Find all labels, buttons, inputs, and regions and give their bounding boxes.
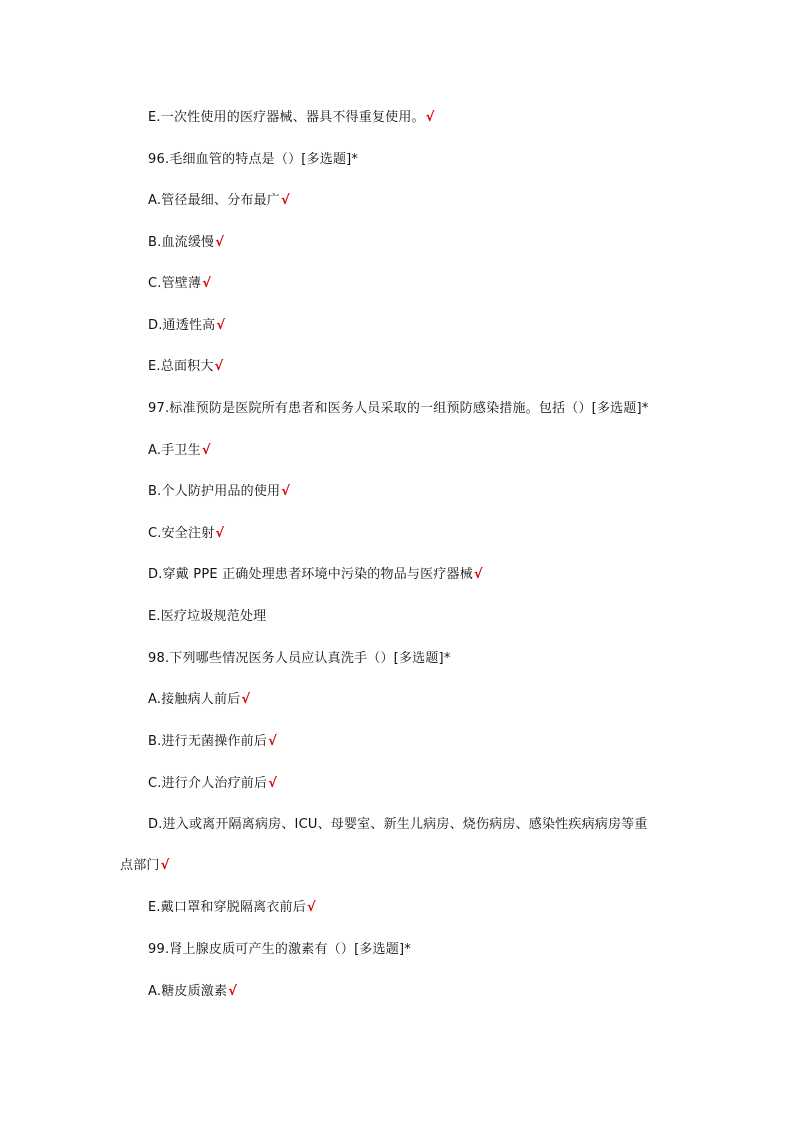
check-mark-icon: √ (268, 776, 278, 791)
option-line (148, 275, 211, 293)
check-mark-icon: √ (215, 235, 225, 250)
option-line (148, 192, 290, 210)
option-line (148, 483, 290, 501)
check-mark-icon: √ (268, 734, 277, 749)
option-text: B.进行无菌操作前后 (148, 734, 268, 749)
option-line (148, 109, 435, 127)
option-text: D.穿戴 PPE 正确处理患者环境中污染的物品与医疗器械 (148, 567, 473, 582)
option-text: D.通透性高 (148, 318, 216, 333)
option-text: C.管壁薄 (148, 276, 202, 291)
option-line (148, 983, 237, 1001)
question-line (148, 941, 411, 959)
option-line (148, 234, 224, 252)
check-mark-icon: √ (281, 193, 290, 208)
option-text: B.个人防护用品的使用 (148, 484, 281, 499)
question-text: 96.毛细血管的特点是（）[多选题]* (148, 152, 359, 167)
option-text: C.安全注射 (148, 526, 215, 541)
option-text: A.糖皮质激素 (148, 984, 228, 999)
check-mark-icon: √ (215, 526, 225, 541)
question-line (148, 650, 451, 668)
option-line (148, 691, 250, 709)
option-text: E.戴口罩和穿脱隔离衣前后 (148, 900, 306, 915)
option-text: C.进行介人治疗前后 (148, 776, 268, 791)
option-line (148, 816, 648, 834)
check-mark-icon: √ (160, 858, 170, 873)
option-text: B.血流缓慢 (148, 235, 215, 250)
option-text: A.接触病人前后 (148, 692, 241, 707)
option-text: E.医疗垃圾规范处理 (148, 609, 267, 624)
question-line (148, 151, 358, 169)
option-line (148, 733, 277, 751)
option-text: A.手卫生 (148, 443, 201, 458)
check-mark-icon: √ (202, 276, 212, 291)
option-line (148, 442, 211, 460)
option-text: E.总面积大 (148, 359, 214, 374)
question-line (148, 400, 649, 418)
option-line-continuation (120, 857, 169, 875)
check-mark-icon: √ (473, 567, 483, 582)
check-mark-icon: √ (425, 110, 435, 125)
option-text: A.管径最细、分布最广 (148, 193, 280, 208)
option-text: 点部门 (120, 858, 160, 873)
check-mark-icon: √ (241, 692, 251, 707)
check-mark-icon: √ (201, 443, 211, 458)
question-text: 99.肾上腺皮质可产生的激素有（）[多选题]* (148, 942, 411, 957)
option-text: D.进入或离开隔离病房、ICU、母婴室、新生儿病房、烧伤病房、感染性疾病病房等重 (148, 817, 648, 832)
question-text: 98.下列哪些情况医务人员应认真洗手（）[多选题]* (148, 651, 451, 666)
question-text: 97.标准预防是医院所有患者和医务人员采取的一组预防感染措施。包括（）[多选题]* (148, 401, 649, 416)
check-mark-icon: √ (216, 318, 226, 333)
check-mark-icon: √ (228, 984, 238, 999)
check-mark-icon: √ (306, 900, 316, 915)
option-line (148, 775, 277, 793)
option-line (148, 358, 223, 376)
option-line (148, 899, 316, 917)
option-line (148, 525, 224, 543)
option-text: E.一次性使用的医疗器械、器具不得重复使用。 (148, 110, 425, 125)
option-line (148, 608, 266, 626)
check-mark-icon: √ (281, 484, 291, 499)
option-line (148, 317, 225, 335)
option-line (148, 566, 483, 584)
check-mark-icon: √ (214, 359, 224, 374)
